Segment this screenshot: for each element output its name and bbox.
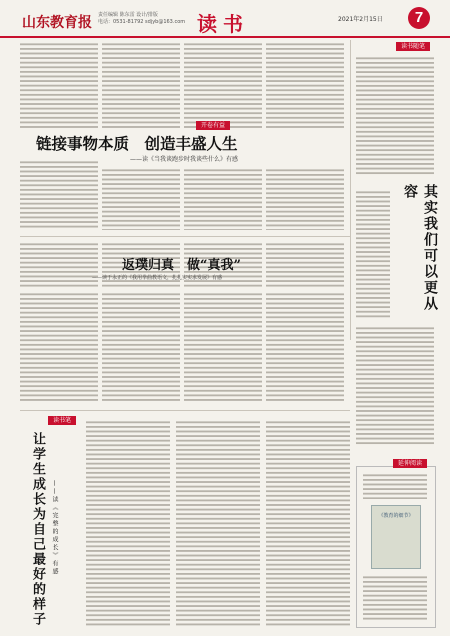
article-column: [266, 242, 344, 288]
article-column: [20, 160, 98, 230]
article-column: [266, 420, 350, 626]
second-headline: 返璞归真 做“真我”: [122, 258, 241, 273]
main-subtitle: ——读《当我谈跑步时我谈些什么》有感: [130, 156, 239, 163]
left-headline: 让学生成长为自己最好的样子: [30, 432, 45, 627]
book-description: [363, 575, 427, 621]
contact-line: 电话：0531-81792 sdjyb@163.com: [98, 19, 186, 25]
book-cover-image: [371, 505, 421, 569]
section-divider: [20, 236, 350, 237]
article-column: [20, 42, 98, 130]
book-box: [356, 460, 436, 628]
tag-box: 延伸阅读: [393, 459, 427, 468]
editor-info: [98, 12, 185, 26]
article-column: [102, 42, 180, 130]
article-column: [20, 242, 98, 288]
article-column: [266, 42, 344, 130]
editor-line: 责任编辑 陈东雷 设计/排版: [98, 12, 158, 18]
article-column: [266, 292, 344, 402]
issue-date: 2021年2月15日: [338, 16, 383, 23]
main-headline: 链接事物本质 创造丰盛人生: [36, 134, 238, 153]
column-rule: [350, 40, 351, 340]
article-column: [102, 168, 180, 230]
left-subtitle: ——读《完整的成长》有感: [51, 480, 58, 576]
article-column: [266, 168, 344, 230]
article-column: [102, 292, 180, 402]
tag-feature: 开卷有益: [196, 121, 230, 130]
article-column: [20, 292, 98, 402]
article-column: [184, 292, 262, 402]
article-column: [184, 42, 262, 130]
section-title: 读书: [197, 12, 249, 36]
tag-bottom-left: 读书笔: [48, 416, 76, 425]
right-headline: 其实我们可以更从容: [402, 184, 438, 312]
section-divider: [20, 410, 350, 411]
article-column: [86, 420, 170, 626]
article-column: [176, 420, 260, 626]
newspaper-logo: 山东教育报: [22, 15, 92, 31]
tag-top-right: 读书随笔: [396, 42, 430, 51]
article-column: [356, 190, 390, 320]
second-subtitle: ——读于永正的《我用拳曲教语文，扎扎实实求发展》有感: [92, 275, 223, 281]
masthead: [0, 0, 450, 38]
article-column: [356, 56, 434, 176]
article-column: [184, 168, 262, 230]
article-column: [356, 326, 434, 446]
book-cover-title: 《教育的细节》: [378, 513, 414, 519]
page-number: 7: [408, 7, 430, 29]
book-blurb: [363, 473, 427, 499]
